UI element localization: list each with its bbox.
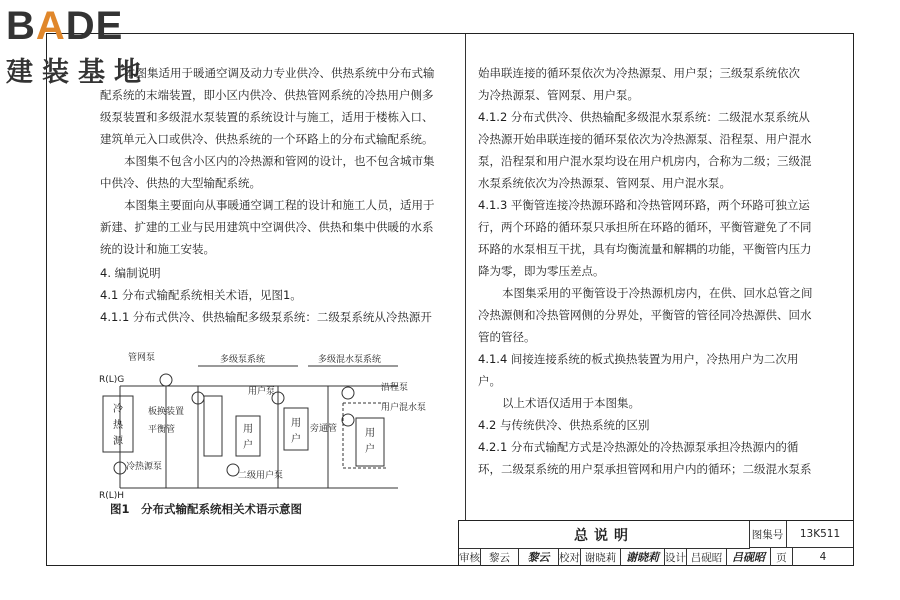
reviewer-signature: 黎云 <box>519 548 559 566</box>
diagram-svg <box>98 348 443 500</box>
source-char-1: 热 <box>113 420 123 431</box>
item-4-1-1: 4.1.1 分布式供冷、供热输配多级泵系统：二级泵系统从冷热源开 <box>100 310 432 324</box>
design-label: 设计 <box>665 548 687 566</box>
title-block <box>458 520 854 566</box>
atlas-number: 13K511 <box>787 521 853 548</box>
label-plate-exchanger: 板换装置 <box>148 407 185 417</box>
label-user-mixing-pump: 用户混水泵 <box>381 403 427 413</box>
item-4-1-4: 4.1.4 间接连接系统的板式换热装置为用户，冷热用户为二次用户。 <box>478 352 799 388</box>
exclusion-paragraph: 本图集不包含小区内的冷热源和管网的设计，也不包含城市集中供冷、供热的大型输配系统。 <box>100 154 435 190</box>
source-char-2: 源 <box>113 436 123 447</box>
section-heading-4: 4. 编制说明 <box>100 266 161 280</box>
label-user-pump: 用户泵 <box>248 387 276 397</box>
review-label: 审核 <box>459 548 481 566</box>
user3-char-0: 用 <box>365 428 375 439</box>
column-divider <box>465 34 466 520</box>
title-block-title: 总说明 <box>459 521 750 549</box>
logo-brand: BADE <box>6 4 124 48</box>
page-number: 4 <box>819 551 827 563</box>
left-column <box>100 62 440 328</box>
user3-char-1: 户 <box>365 444 375 455</box>
item-4-2-1: 4.2.1 分布式输配方式是冷热源处的冷热源泵承担冷热源内的循环，二级泵系统的用户泵承担管网和用户内的循环；二级混水泵系 <box>478 440 812 476</box>
user1-char-0: 用 <box>243 424 253 435</box>
item-4-1-3-note: 本图集采用的平衡管设于冷热源机房内，在供、回水总管之间冷热源侧和冷热管网侧的分界处，平衡管的管径同冷热源供、回水管的管径。 <box>478 286 813 344</box>
audience-paragraph: 本图集主要面向从事暖通空调工程的设计和施工人员，适用于新建、扩建的工业与民用建筑中空调供冷、供热和集中供暖的水系统的设计和施工安装。 <box>100 198 435 256</box>
continued-line-2: 为冷热源泵、管网泵、用户泵。 <box>478 88 639 102</box>
user2-char-1: 户 <box>291 434 301 445</box>
label-source-pump: 冷热源泵 <box>126 462 163 472</box>
label-multistage-mixing: 多级混水泵系统 <box>318 355 382 365</box>
label-secondary-user-pump: 二级用户泵 <box>238 471 284 481</box>
proof-label: 校对 <box>559 548 581 566</box>
right-column <box>478 62 813 480</box>
designer-name: 吕砚昭 <box>687 548 727 566</box>
continued-line-1: 始串联连接的循环泵依次为冷热源泵、用户泵；三级泵系统依次 <box>478 66 800 80</box>
source-char-0: 冷 <box>113 404 123 415</box>
proofer-name: 谢晓莉 <box>581 548 621 566</box>
plate-exchanger-box <box>204 396 222 456</box>
label-along-pump: 沿程泵 <box>381 383 409 393</box>
atlas-number-label: 图集号 <box>749 521 787 548</box>
reviewer-name: 黎云 <box>481 548 519 566</box>
system-diagram <box>98 348 443 500</box>
scope-paragraph: 本图集适用于暖通空调及动力专业供冷、供热系统中分布式输配系统的末端装置，即小区内供冷、供热管网系统的冷热用户侧多级泵装置和多级混水泵装置的系统设计与施工，适用于楼栋入口、建筑单元入口或供冷、供热系统的一个环路上的分布式输配系统。 <box>100 66 435 146</box>
item-4-2: 4.2 与传统供冷、供热系统的区别 <box>478 418 650 432</box>
terms-note: 以上术语仅适用于本图集。 <box>502 396 640 410</box>
label-return: R(L)H <box>99 491 125 500</box>
label-supply: R(L)G <box>99 375 125 385</box>
item-4-1-3: 4.1.3 平衡管连接冷热源环路和冷热管网环路，两个环路可独立运行，两个环路的循环泵只承担所在环路的循环，平衡管避免了不同环路的水泵相互干扰，具有均衡流量和解耦的功能，平衡管内压力降为零，即为零压差点。 <box>478 198 812 278</box>
item-4-1: 4.1 分布式输配系统相关术语，见图1。 <box>100 288 302 302</box>
label-pipe-network-pump: 管网泵 <box>128 353 156 363</box>
pipe-network-pump-icon <box>160 374 172 386</box>
label-multistage-pump: 多级泵系统 <box>220 355 266 365</box>
label-balance-pipe: 平衡管 <box>148 425 176 435</box>
along-pump-icon <box>342 387 354 399</box>
user1-char-1: 户 <box>243 440 253 451</box>
label-bypass-pipe: 旁通管 <box>310 424 338 434</box>
logo-subtitle: 建装基地 <box>6 57 150 88</box>
designer-signature: 吕砚昭 <box>727 548 771 566</box>
user-box-3 <box>356 418 384 466</box>
item-4-1-2: 4.1.2 分布式供冷、供热输配多级混水泵系统：二级混水泵系统从冷热源开始串联连接的循环泵依次为冷热源泵、沿程泵、用户混水泵，沿程泵和用户混水泵均设在用户机房内，合称为二级；三级混水泵系统依次为冷热源泵、管网泵、用户混水泵。 <box>478 110 812 190</box>
user2-char-0: 用 <box>291 418 301 429</box>
proofer-signature: 谢晓莉 <box>621 548 665 566</box>
figure-caption: 图1 分布式输配系统相关术语示意图 <box>110 502 302 516</box>
signature-row <box>459 548 853 566</box>
mixing-pump-icon <box>342 414 354 426</box>
page-label: 页 <box>771 548 793 566</box>
